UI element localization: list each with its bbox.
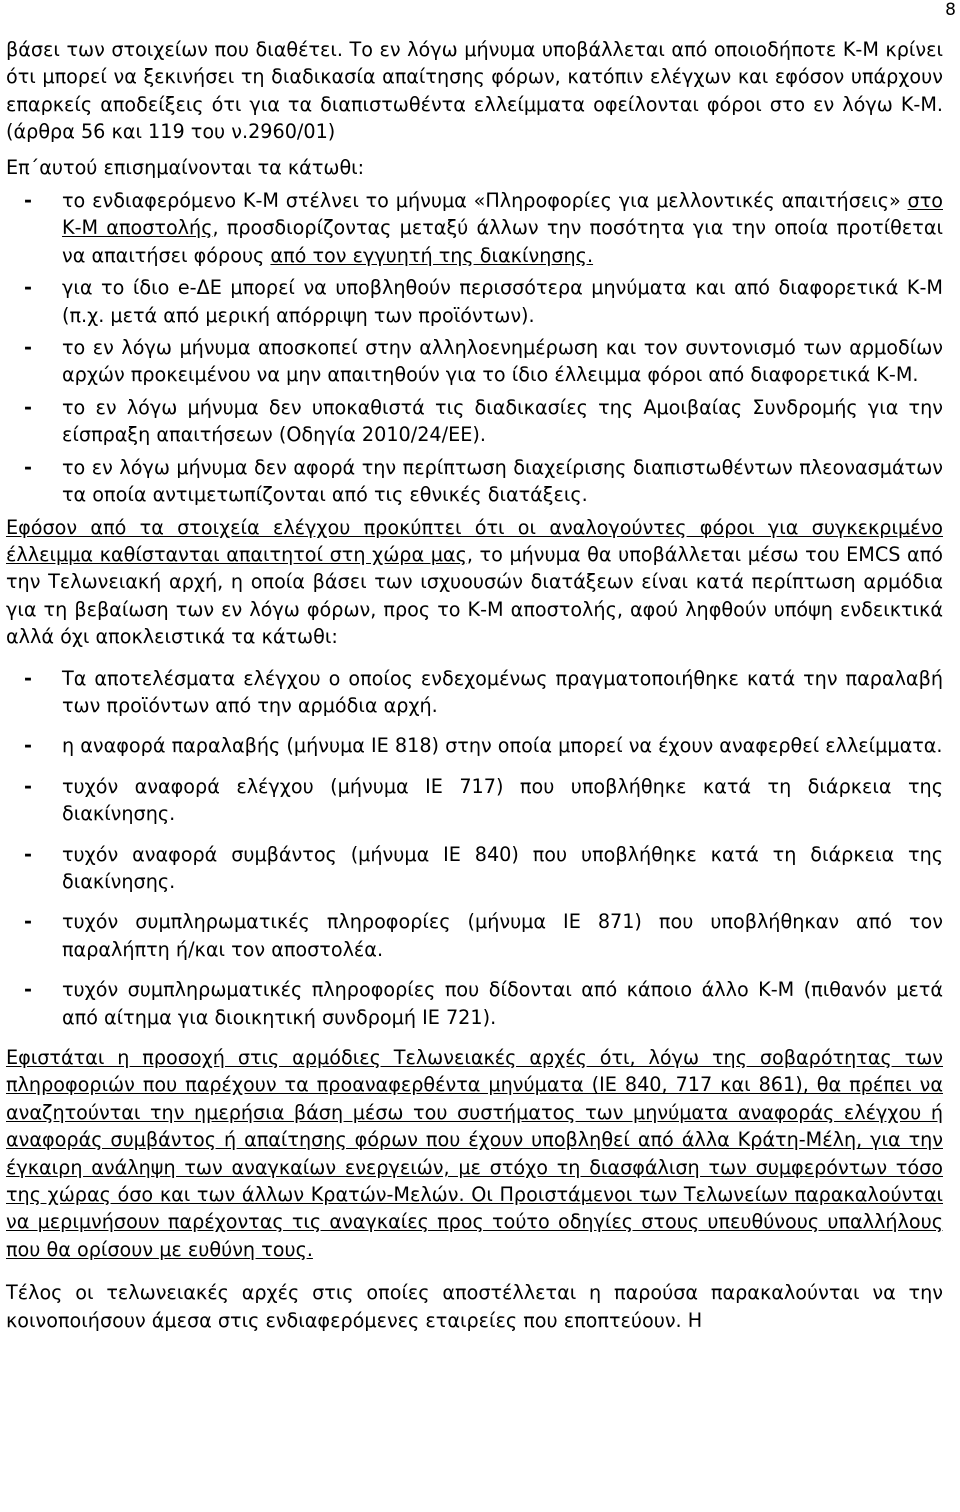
notes-item-3: - το εν λόγω μήνυμα αποσκοπεί στην αλληλοενημέρωση και τον συντονισμό των αρμοδίων αρχών προκειμένου να μην απαιτηθούν για το ίδιο έλλειμμα φόροι από διαφορετικά Κ-Μ. [6, 334, 943, 389]
closing-paragraph: Τέλος οι τελωνειακές αρχές στις οποίες αποστέλλεται η παρούσα παρακαλούνται να την κοινοποιήσουν άμεσα στις ενδιαφερόμενες εταιρείες που εποπτεύουν. Η [6, 1281, 943, 1332]
emcs-rest-text: , το μήνυμα θα υποβάλλεται μέσω του EMCS από την Τελωνειακή αρχή, η οποία βάσει των ισχυουσών διατάξεων είναι κατά περίπτωση αρμόδια για τη βεβαίωση των εν λόγω φόρων, προς το Κ-Μ αποστολής, αφού ληφθούν υπόψη ενδεικτικά αλλά όχι αποκλειστικά τα κάτωθι: [6, 542, 943, 649]
document-body [6, 36, 943, 1334]
notes-item-1-underline-1: στο Κ-Μ αποστολής [62, 189, 943, 240]
emcs-paragraph [6, 514, 943, 651]
notes-list [6, 187, 943, 508]
notes-item-1 [6, 187, 943, 269]
emcs-item: - τυχόν συμπληρωματικές πληροφορίες (μήνυμα IE 871) που υποβλήθηκαν από τον παραλήπτη ή/και τον αποστολέα. [6, 908, 943, 963]
attention-paragraph [6, 1044, 943, 1263]
attention-underlined-text: Εφιστάται η προσοχή στις αρμόδιες Τελωνειακές αρχές ότι, λόγω της σοβαρότητας των πληροφοριών που παρέχουν τα προαναφερθέντα μηνύματα (IE 840, 717 και 861), θα πρέπει να αναζητούνται την ημερήσια βάση μέσω του συστήματος των μηνύματα αναφοράς ελέγχου ή αναφοράς συμβάντος ή απαίτησης φόρων που έχουν υποβληθεί από άλλα Κράτη-Μέλη, για την έγκαιρη ανάληψη των αναγκαίων ενεργειών, με στόχο τη διασφάλιση των συμφερόντων τόσο της χώρας όσο και των άλλων Κρατών-Μελών. Οι Προιστάμενοι των Τελωνείων παρακαλούνται να μεριμνήσουν παρέχοντας τις αναγκαίες προς τούτο οδηγίες στους υπευθύνους υπαλλήλους που θα ορίσουν με ευθύνη τους. [6, 1046, 943, 1261]
notes-item-1-text: το ενδιαφερόμενο Κ-Μ στέλνει το μήνυμα «Πληροφορίες για μελλοντικές απαιτήσεις» [62, 189, 908, 213]
emcs-underlined-text: Εφόσον από τα στοιχεία ελέγχου προκύπτει ότι οι αναλογούντες φόροι για συγκεκριμένο έλλειμμα καθίστανται απαιτητοί στη χώρα μας [6, 515, 943, 566]
emcs-item: - η αναφορά παραλαβής (μήνυμα IE 818) στην οποία μπορεί να έχουν αναφερθεί ελλείμματα. [6, 732, 943, 759]
notes-item-4: - το εν λόγω μήνυμα δεν υποκαθιστά τις διαδικασίες της Αμοιβαίας Συνδρομής για την είσπραξη απαιτήσεων (Οδηγία 2010/24/ΕΕ). [6, 394, 943, 449]
emcs-item: - τυχόν αναφορά συμβάντος (μήνυμα IE 840) που υποβλήθηκε κατά τη διάρκεια της διακίνησης. [6, 841, 943, 896]
notes-item-5: - το εν λόγω μήνυμα δεν αφορά την περίπτωση διαχείρισης διαπιστωθέντων πλεονασμάτων τα οποία αντιμετωπίζονται από τις εθνικές διατάξεις. [6, 454, 943, 509]
notes-heading: Επ΄αυτού επισημαίνονται τα κάτωθι: [6, 155, 365, 179]
notes-item-2: - για το ίδιο e-ΔΕ μπορεί να υποβληθούν περισσότερα μηνύματα και από διαφορετικά Κ-Μ (π.χ. μετά από μερική απόρριψη των προϊόντων). [6, 274, 943, 329]
page-number: 8 [945, 0, 956, 20]
emcs-item: - τυχόν αναφορά ελέγχου (μήνυμα IE 717) που υποβλήθηκε κατά τη διάρκεια της διακίνησης. [6, 773, 943, 828]
emcs-list [6, 665, 943, 1031]
notes-item-1-underline-2: από τον εγγυητή της διακίνησης. [270, 243, 594, 267]
emcs-item: - τυχόν συμπληρωματικές πληροφορίες που δίδονται από κάποιο άλλο Κ-Μ (πιθανόν μετά από αίτημα για διοικητική συνδρομή IE 721). [6, 976, 943, 1031]
emcs-item: - Τα αποτελέσματα ελέγχου ο οποίος ενδεχομένως πραγματοποιήθηκε κατά την παραλαβή των προϊόντων από την αρμόδια αρχή. [6, 665, 943, 720]
intro-paragraph: βάσει των στοιχείων που διαθέτει. Το εν λόγω μήνυμα υποβάλλεται από οποιοδήποτε Κ-Μ κρίνει ότι μπορεί να ξεκινήσει τη διαδικασία απαίτησης φόρων, κατόπιν ελέγχων και εφόσον υπάρχουν επαρκείς αποδείξεις ότι για τα διαπιστωθέντα ελλείμματα οφείλονται φόροι στο εν λόγω Κ-Μ. (άρθρα 56 και 119 του ν.2960/01) [6, 38, 943, 144]
notes-item-1-middle: , προσδιορίζοντας μεταξύ άλλων την ποσότητα για την οποία προτίθεται να απαιτήσει φόρους [62, 216, 943, 267]
